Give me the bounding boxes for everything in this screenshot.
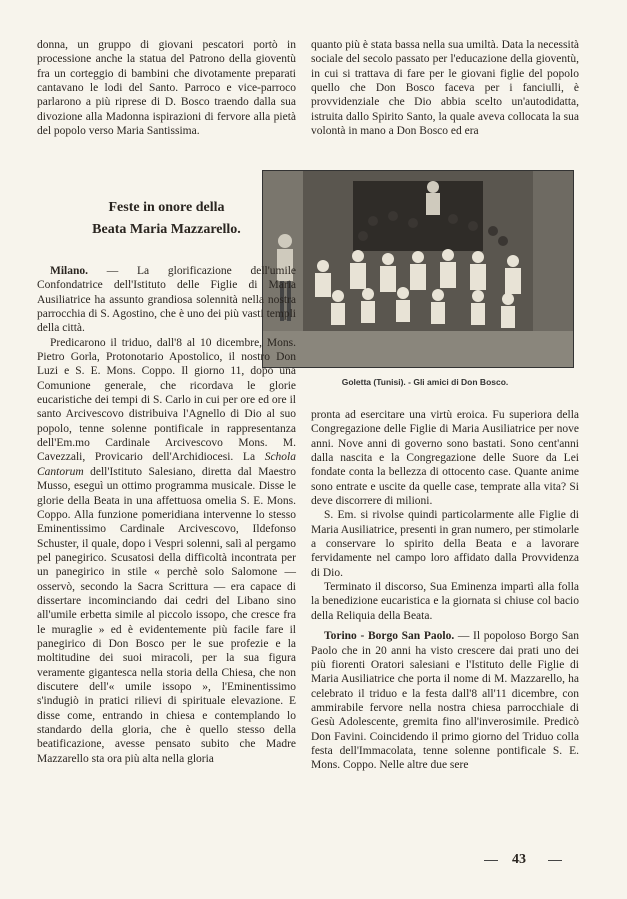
- top-right-paragraph: quanto più è stata bassa nella sua umiltà. Data la necessità sociale del secolo passato per l'educazione della gioventù, in cui si trattava di fare per le giovani figlie del popolo quello che Don Bosco faceva per i fanciulli, è provvidenziale che Dio abbia scelto un'autodidatta, istruita dallo Spirito Santo, la quale aveva collocata la sua volontà in mano a Don Bosco ed era: [311, 39, 579, 138]
- page-number: 43: [512, 852, 526, 867]
- right-column-body: [311, 408, 579, 773]
- right-paragraph-2: S. Em. si rivolse quindi particolarmente alle Figlie di Maria Ausiliatrice, presenti in gran numero, per stimolarle a conservare lo spirito della Beata e a lavorare fervidamente nel campo loro affidato dalla Provvidenza di Dio.: [311, 509, 579, 579]
- schola-cantorum-italic: Schola Cantorum: [37, 451, 296, 478]
- milano-paragraph-2: [37, 336, 296, 766]
- milano-section: [37, 264, 296, 766]
- milano-paragraph-1-text: — La glorificazione dell'umile Confondatrice dell'Istituto delle Figlie di Maria Ausiliatrice ha assunto grandiosa solennità nella nostra parrocchia di S. Agostino, che è uno dei più vasti templi della città.: [37, 265, 296, 335]
- article-heading-line1: Feste in onore della: [108, 200, 225, 215]
- milano-paragraph-2-text: Predicarono il triduo, dall'8 al 10 dicembre, Mons. Pietro Gorla, Protonotario Apostolico, il nostro Don Luzi e S. E. Mons. Coppo. Il giorno 11, dopo una Comunione generale, che ricordava le glorie eucaristiche dei tempi di S. Carlo in cui per ore ed ore il santo Arcivescovo distribuiva l'Agnello di Dio al suo popolo, tenne solenne pontificale in rappresentanza dell'Em.mo Cardinale Arcivescovo Mons. M. Cavezzali, Provicario dell'Archidiocesi. La: [37, 336, 296, 464]
- group-photo: [262, 170, 574, 368]
- top-left-paragraph: donna, un gruppo di giovani pescatori portò in processione anche la statua del Patrono della gioventù fra un corteggio di bambini che divotamente preparati cantavano le lodi del Santo. Parroco e vice-parroco parlarono a più riprese di D. Bosco traendo dalla sua divozione alla Madonna ispirazioni di fervore alla pietà del popolo verso Maria Santissima.: [37, 39, 296, 138]
- top-right-column: [311, 38, 579, 138]
- article-heading: [37, 197, 296, 241]
- article-heading-line2: Beata Maria Mazzarello.: [92, 222, 241, 237]
- milano-place-label: Milano.: [50, 265, 89, 277]
- page-number-dash-left: [484, 860, 498, 861]
- right-paragraph-3: Terminato il discorso, Sua Eminenza impartì alla folla la benedizione eucaristica e la giornata si chiuse col bacio della Reliquia della Beata.: [311, 581, 579, 622]
- torino-place-label: Torino - Borgo San Paolo.: [324, 630, 455, 643]
- torino-paragraph-text: — Il popoloso Borgo San Paolo che in 20 anni ha visto crescere dai prati uno dei più fiorenti Oratori salesiani e l'Istituto delle Figlie di Maria Ausiliatrice che porta il nome di M. Mazzarello, ha celebrato il triduo e la festa dall'8 all'11 dicembre, con ammirabile fervore nella nostra chiesa parrocchiale di Gesù Adolescente, gremita fino all'inverosimile. Predicò Don Favini. Coincidendo il primo giorno del Triduo colla festa dell'Immacolata, tenne solenne pontificale S. E. Mons. Coppo. Nelle altre due sere: [311, 630, 579, 772]
- photo-caption: Goletta (Tunisi). - Gli amici di Don Bosco.: [341, 377, 509, 387]
- milano-paragraph-2b-text: dell'Istituto Salesiano, diretta dal Maestro Musso, eseguì un ottimo programma musicale. Disse le glorie della Beata in una affettuosa omelia S. E. Mons. Coppo. Alla funzione pomeridiana intervenne lo stesso Eminentissimo Cardinale Arcivescovo, Ildefonso Schuster, il quale, dopo i Vespri solenni, salì al pergamo pel panegirico. Scusatosi della difficoltà incontrata per un panegirico in stile « perchè solo Salomone — osservò, secondo la Sacra Scrittura — era capace di dissertare incominciando dai cedri del Libano sino all'umile erbetta simile al piccolo issopo, che cresce fra le muraglie » ed è evidentemente più facile fare il panegirico di Don Bosco per le sue profezie e la moltitudine dei suoi miracoli, per la sua figura veramente gigantesca nella storia della Chiesa, che non discutere dell'« umile issopo », l'Eminentissimo s'indugiò in pratici rilievi di spirituale elevazione. E disse come, entrando in chiesa e contemplando lo standardo della gloria, che è quello stesso della beatificazione, avesse pensato subito che Madre Mazzarello sta ora più alta nella gloria: [37, 465, 296, 765]
- torino-paragraph: [311, 629, 579, 772]
- right-paragraph-1: pronta ad esercitare una virtù eroica. Fu superiora della Congregazione delle Figlie di Maria Ausiliatrice per nove anni. Nove anni di governo sono bastati. Sono cent'anni dalla nascita e la Congregazione delle Suore da Lei fondate conta la bellezza di ottocento case. Quante anime sono entrate e uscite da quelle case, temprate alla vita? Si deve discorrere di milioni.: [311, 409, 579, 508]
- page-number-dash-right: [548, 860, 562, 861]
- milano-paragraph-1: [37, 264, 296, 336]
- group-photo-illustration: [263, 171, 573, 367]
- top-left-column: [37, 38, 296, 138]
